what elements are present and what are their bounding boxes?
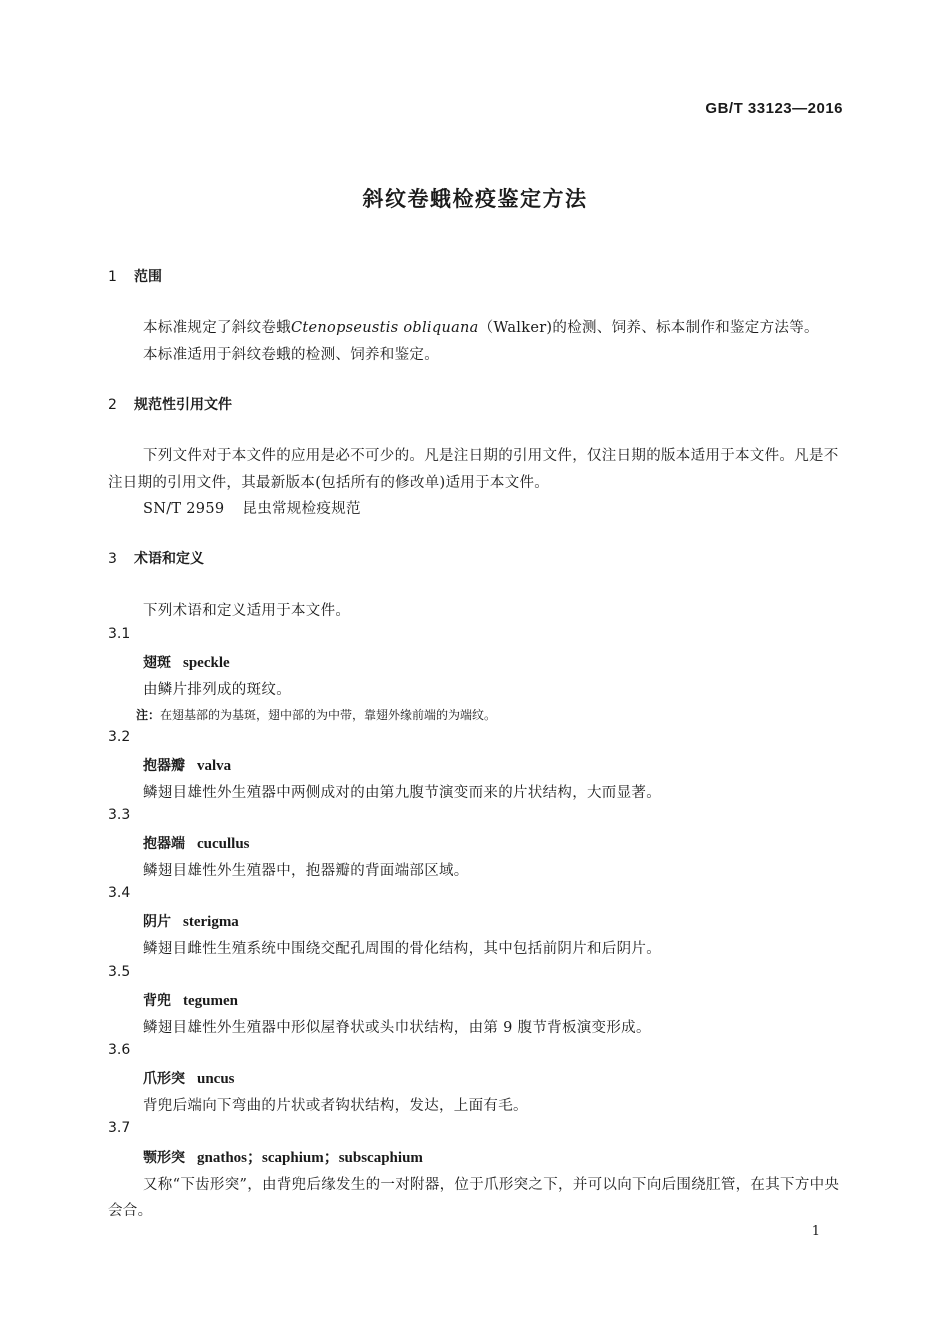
section-number: 3	[108, 551, 117, 567]
term-name	[143, 1068, 235, 1088]
scope-text-post: （Walker)的检测、饲养、标本制作和鉴定方法等。	[478, 320, 819, 336]
term-zh: 抱器瓣	[143, 758, 185, 774]
note-label: 注：	[136, 708, 161, 722]
term-definition: 由鳞片排列成的斑纹。	[143, 682, 291, 698]
normative-references-paragraph: 下列文件对于本文件的应用是必不可少的。凡是注日期的引用文件，仅注日期的版本适用于本文件。凡是不注日期的引用文件，其最新版本(包括所有的修改单)适用于本文件。	[108, 448, 839, 491]
section-3-heading	[108, 548, 204, 568]
term-name	[143, 990, 238, 1010]
term-name	[143, 833, 250, 853]
standard-number: GB/T 33123—2016	[705, 100, 843, 117]
term-name	[143, 911, 239, 931]
term-en: speckle	[183, 655, 230, 671]
term-en: uncus	[197, 1071, 235, 1087]
term-en: gnathos；scaphium；subscaphium	[197, 1150, 423, 1166]
term-en: valva	[197, 758, 232, 774]
document-title: 斜纹卷蛾检疫鉴定方法	[362, 187, 588, 211]
section-2-heading	[108, 394, 232, 414]
scientific-name: Ctenopseustis obliquana	[291, 320, 479, 336]
term-note	[136, 706, 496, 723]
section-number: 2	[108, 397, 117, 413]
term-definition: 背兜后端向下弯曲的片状或者钩状结构，发达，上面有毛。	[143, 1098, 528, 1114]
term-definition: 鳞翅目雄性外生殖器中，抱器瓣的背面端部区域。	[143, 863, 469, 879]
term-number: 3.6	[108, 1042, 131, 1058]
term-zh: 阴片	[143, 914, 171, 930]
term-en: tegumen	[183, 993, 238, 1009]
term-definition: 鳞翅目雄性外生殖器中两侧成对的由第九腹节演变而来的片状结构，大而显著。	[143, 785, 661, 801]
reference-code: SN/T 2959	[143, 501, 225, 517]
term-zh: 爪形突	[143, 1071, 185, 1087]
reference-entry	[143, 497, 361, 518]
term-definition: 又称“下齿形突”，由背兜后缘发生的一对附器，位于爪形突之下，并可以向下向后围绕肛管，在其下方中央会合。	[108, 1177, 840, 1219]
term-zh: 翅斑	[143, 655, 171, 671]
term-en: cucullus	[197, 836, 250, 852]
scope-paragraph-1	[143, 316, 819, 337]
term-number: 3.7	[108, 1120, 131, 1136]
section-number: 1	[108, 269, 117, 285]
term-definition: 鳞翅目雄性外生殖器中形似屋脊状或头巾状结构，由第 9 腹节背板演变形成。	[143, 1020, 651, 1036]
term-number: 3.4	[108, 885, 131, 901]
scope-paragraph-2: 本标准适用于斜纹卷蛾的检测、饲养和鉴定。	[143, 347, 439, 363]
reference-title: 昆虫常规检疫规范	[242, 501, 361, 517]
scope-text-pre: 本标准规定了斜纹卷蛾	[143, 320, 291, 336]
term-name	[143, 652, 230, 672]
section-title: 范围	[134, 269, 162, 285]
term-name	[143, 755, 231, 775]
term-zh: 背兜	[143, 993, 171, 1009]
term-number: 3.1	[108, 626, 131, 642]
note-text: 在翅基部的为基斑，翅中部的为中带，靠翅外缘前端的为端纹。	[160, 708, 497, 722]
section-title: 规范性引用文件	[134, 397, 232, 413]
term-number: 3.5	[108, 964, 131, 980]
term-number: 3.3	[108, 807, 131, 823]
term-definition: 鳞翅目雌性生殖系统中围绕交配孔周围的骨化结构，其中包括前阴片和后阴片。	[143, 941, 661, 957]
terms-intro: 下列术语和定义适用于本文件。	[143, 603, 351, 619]
page-number: 1	[811, 1224, 820, 1239]
term-name	[143, 1146, 423, 1167]
term-number: 3.2	[108, 729, 131, 745]
section-title: 术语和定义	[134, 551, 204, 567]
term-zh: 抱器端	[143, 836, 185, 852]
section-1-heading	[108, 266, 162, 286]
term-en: sterigma	[183, 914, 239, 930]
term-zh: 颚形突	[143, 1150, 185, 1166]
